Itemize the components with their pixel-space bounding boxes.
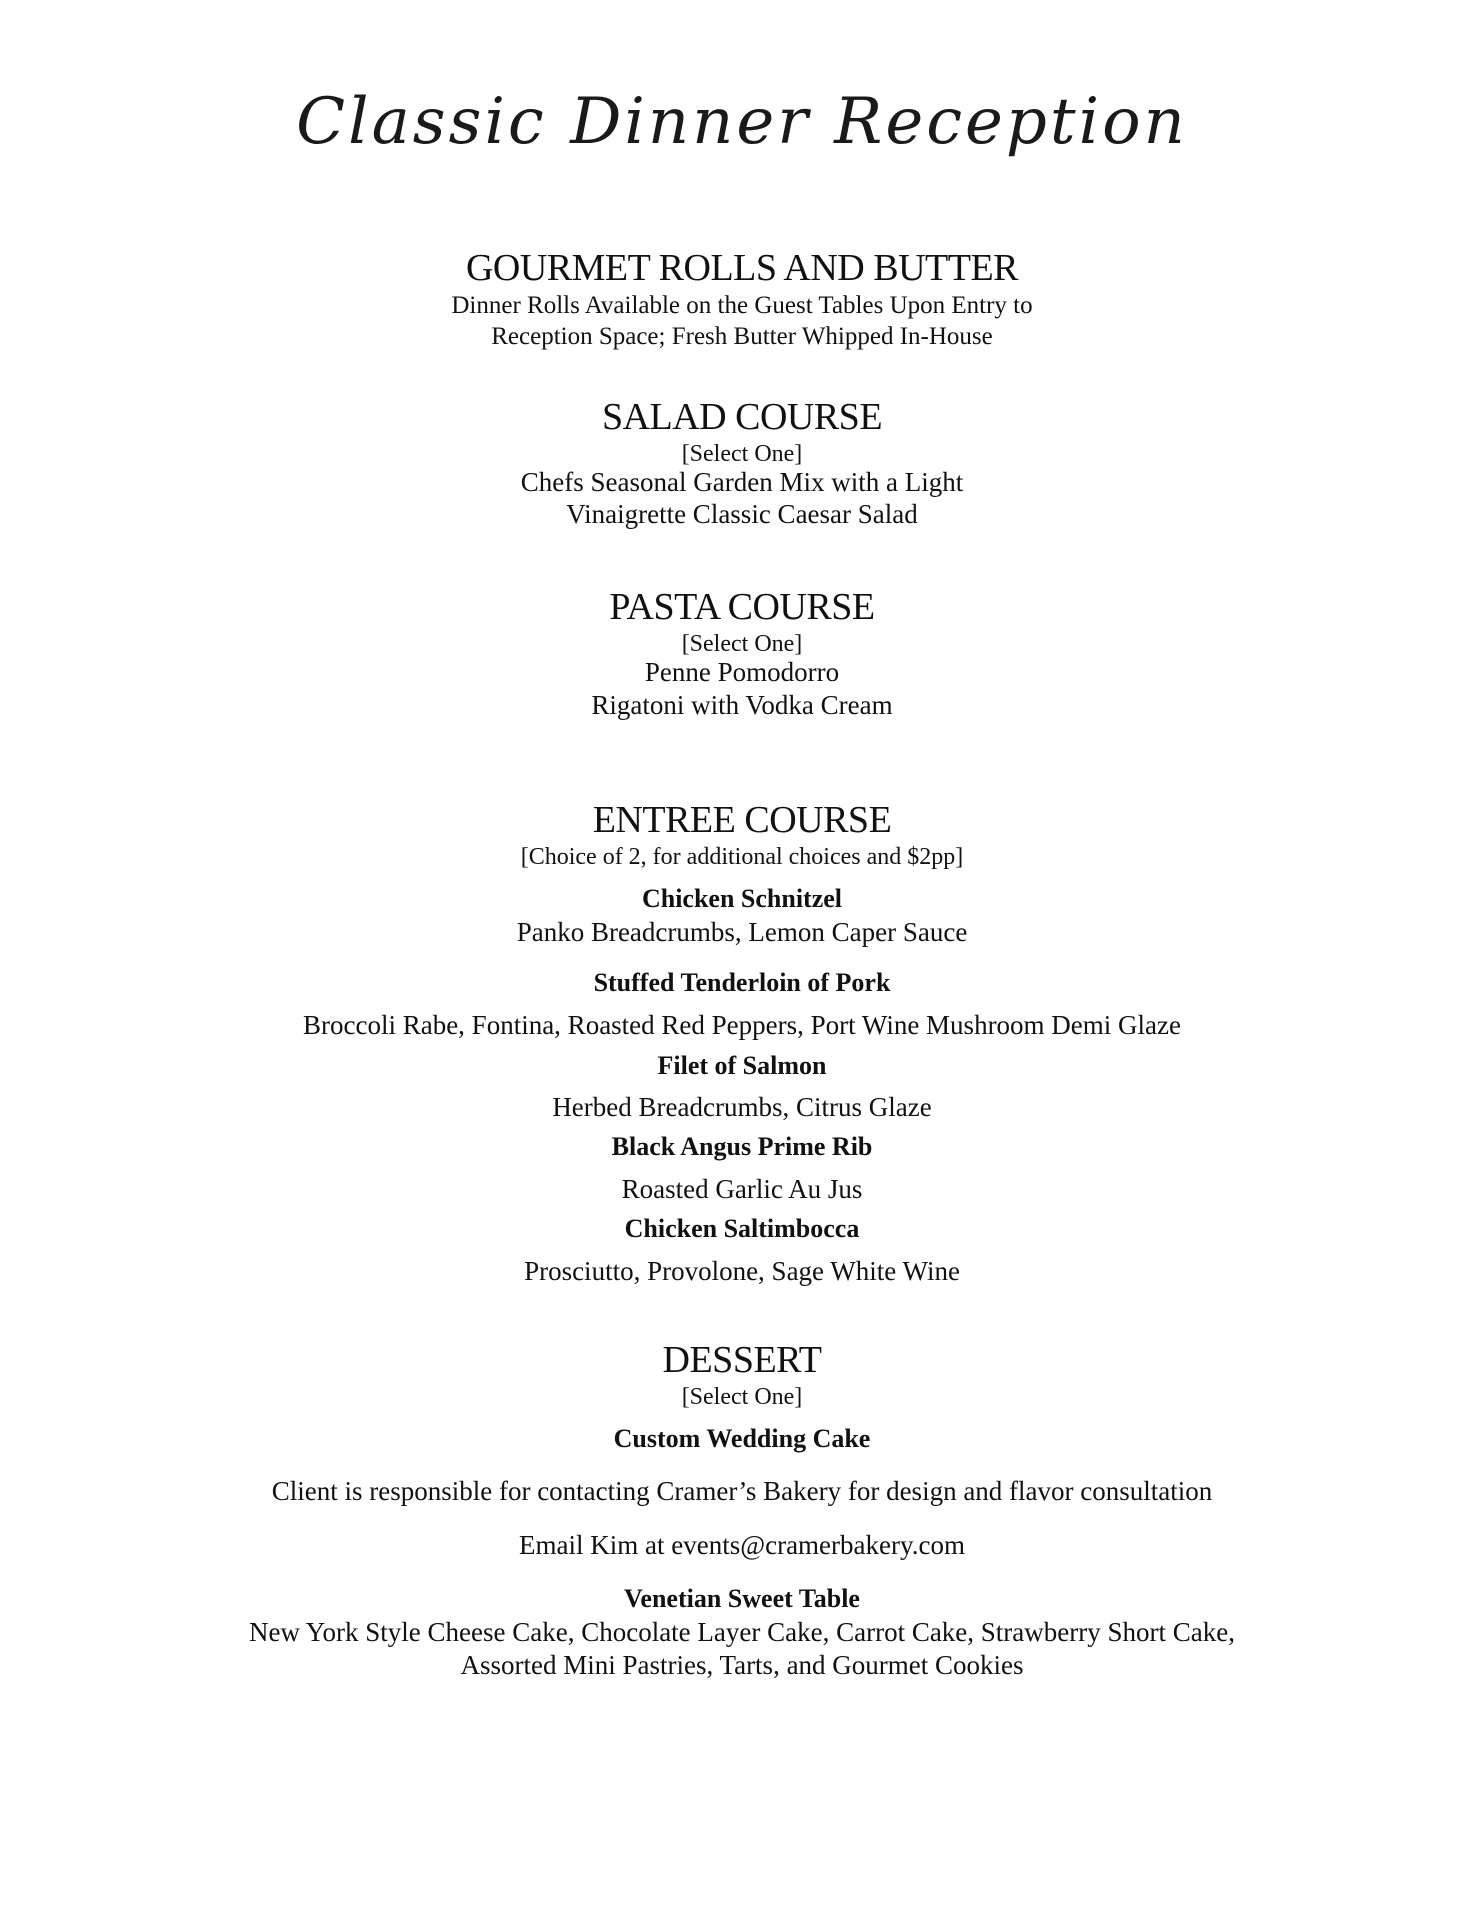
dessert-heading: DESSERT [662,1339,822,1381]
pasta-note: [Select One] [681,631,803,657]
pasta-line-2: Rigatoni with Vodka Cream [591,690,893,720]
salad-line-1: Chefs Seasonal Garden Mix with a Light [520,467,964,497]
pasta-heading: PASTA COURSE [609,586,875,628]
entree-item-desc: Broccoli Rabe, Fontina, Roasted Red Peppers, Port Wine Mushroom Demi Glaze [302,1010,1181,1040]
sweet-line-1: New York Style Cheese Cake, Chocolate Layer Cake, Carrot Cake, Strawberry Short Cake, [248,1617,1235,1647]
sweet-line-2: Assorted Mini Pastries, Tarts, and Gourmet Cookies [460,1650,1024,1680]
rolls-line-2: Reception Space; Fresh Butter Whipped In-House [491,323,993,350]
salad-note: [Select One] [681,441,803,467]
rolls-heading: GOURMET ROLLS AND BUTTER [465,247,1019,289]
pasta-line-1: Penne Pomodorro [644,657,840,687]
entree-note: [Choice of 2, for additional choices and $2pp] [520,844,964,870]
entree-item-name: Stuffed Tenderloin of Pork [593,968,891,997]
entree-item-desc: Roasted Garlic Au Jus [621,1174,863,1204]
salad-line-2: Vinaigrette Classic Caesar Salad [566,499,918,529]
entree-item-name: Filet of Salmon [657,1051,827,1080]
entree-item-name: Chicken Saltimbocca [624,1214,860,1243]
entree-heading: ENTREE COURSE [592,799,892,841]
entree-item-name: Black Angus Prime Rib [611,1132,873,1161]
cake-name: Custom Wedding Cake [613,1424,871,1453]
salad-heading: SALAD COURSE [601,396,883,438]
entree-item-name: Chicken Schnitzel [641,884,843,913]
dessert-note: [Select One] [681,1384,803,1410]
sweet-table-name: Venetian Sweet Table [624,1584,860,1613]
cake-line-1: Client is responsible for contacting Cramer’s Bakery for design and flavor consultation [271,1476,1213,1506]
entree-item-desc: Herbed Breadcrumbs, Citrus Glaze [552,1092,932,1122]
entree-item-desc: Panko Breadcrumbs, Lemon Caper Sauce [516,917,968,947]
page-title: Classic Dinner Reception [296,85,1188,159]
rolls-line-1: Dinner Rolls Available on the Guest Tables Upon Entry to [451,292,1033,319]
entree-item-desc: Prosciutto, Provolone, Sage White Wine [524,1256,960,1286]
cake-line-2: Email Kim at events@cramerbakery.com [519,1530,965,1560]
